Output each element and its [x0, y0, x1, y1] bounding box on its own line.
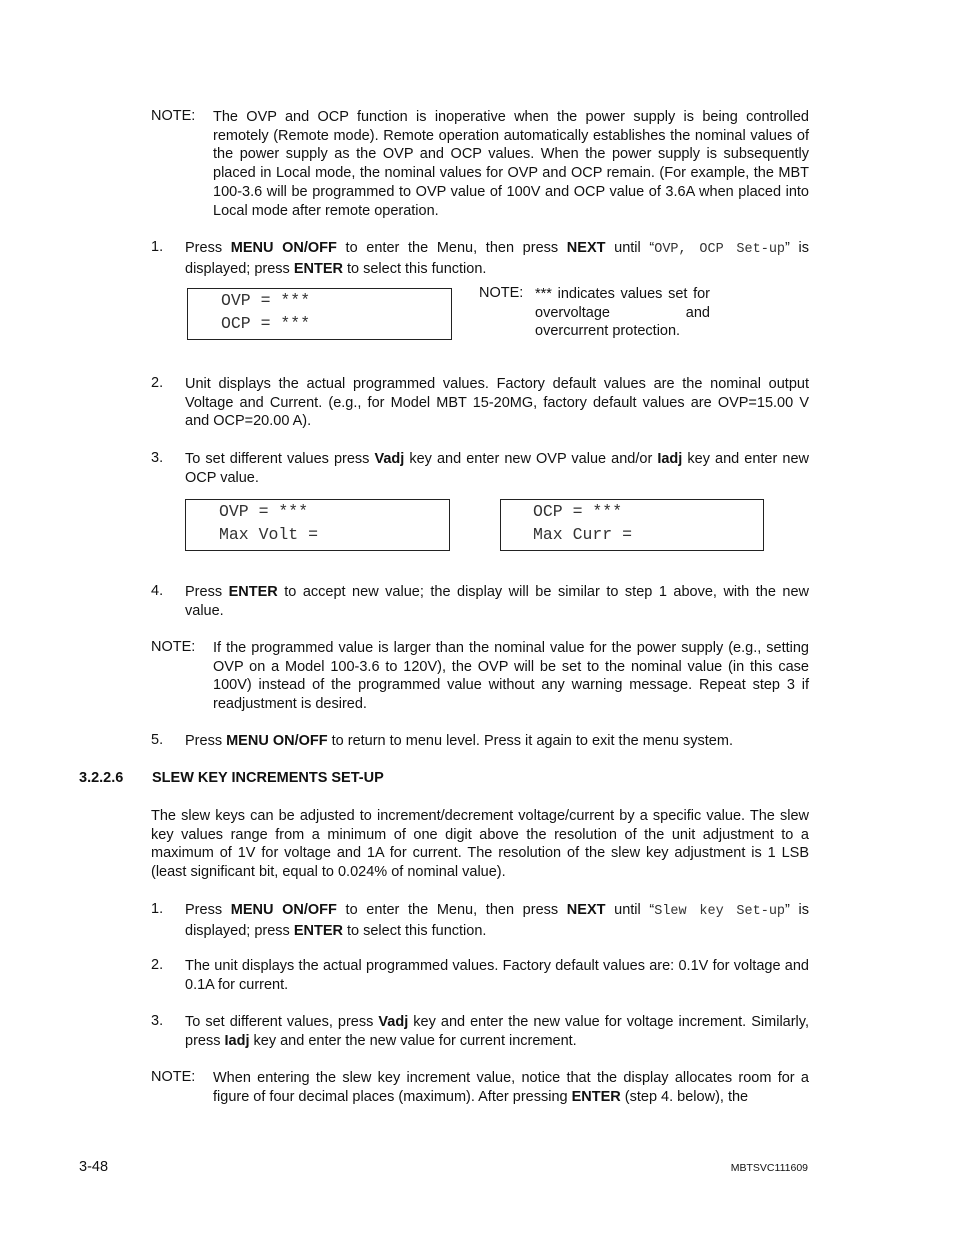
note-text: The OVP and OCP function is inoperative when the power supply is being controlled remotely (Remote mode). Remote operation automatically establishes the nominal values of the power supply as the OVP and OCP values. When the power supply is subsequently placed in Local mode, the nominal values for OVP and OCP remain. (For example, the MBT 100-3.6 will be programmed to OVP value of 100V and OCP value of 3.6A when placed into Local mode after remote operation.	[213, 109, 809, 219]
menu-item-ovp-ocp-setup: OVP, OCP Set-up	[654, 242, 786, 257]
step-number: 3.	[151, 1013, 164, 1029]
slew-step-1	[151, 901, 809, 940]
step-text: The unit displays the actual programmed values. Factory default values are: 0.1V for voltage and 0.1A for current.	[185, 958, 809, 993]
section-intro: The slew keys can be adjusted to increment/decrement voltage/current by a specific value. The slew key values range from a minimum of one digit above the resolution of the unit adjustment to a maximum of 1V for voltage and 1A for current. The resolution of the slew key adjustment is 1 LSB (least significant bit, equal to 0.024% of nominal value).	[151, 808, 809, 881]
page-number: 3-48	[79, 1159, 109, 1175]
note-text: *** indicates values set for overvoltage and overcurrent protection.	[535, 286, 710, 340]
ovp-step-4	[151, 583, 809, 620]
note-text: If the programmed value is larger than the nominal value for the power supply (e.g., setting OVP on a Model 100-3.6 to 120V), the OVP will be set to the nominal value (in this case 100V) instead of the programmed value without any warning message. Repeat step 3 if readjustment is desired.	[213, 640, 809, 713]
document-id: MBTSVC111609	[730, 1162, 808, 1174]
lcd-line-2: Max Volt =	[219, 524, 319, 544]
section-title: SLEW KEY INCREMENTS SET-UP	[152, 770, 384, 786]
side-note	[479, 285, 710, 341]
lcd-line-2: Max Curr =	[533, 524, 633, 544]
step-text: Press ENTER to accept new value; the display will be similar to step 1 above, with the new value.	[185, 584, 809, 619]
step-text: Press MENU ON/OFF to enter the Menu, then press NEXT until “Slew key Set-up” is displayed; press ENTER to select this function.	[185, 902, 809, 939]
step-number: 2.	[151, 375, 164, 391]
lcd-line-1: OVP = ***	[219, 502, 309, 521]
note-block-1	[151, 108, 809, 220]
ovp-step-2	[151, 375, 809, 431]
note-label: NOTE:	[151, 108, 196, 124]
step-text: Unit displays the actual programmed values. Factory default values are the nominal output Voltage and Current. (e.g., for Model MBT 15-20MG, factory default values are OVP=15.00 V and OCP=20.00 A).	[185, 376, 809, 430]
step-number: 1.	[151, 901, 164, 917]
lcd-display-max-curr	[500, 499, 764, 551]
ovp-step-5	[151, 732, 809, 751]
step-number: 1.	[151, 239, 164, 255]
section-heading	[79, 770, 809, 786]
step-text: Press MENU ON/OFF to return to menu level. Press it again to exit the menu system.	[185, 733, 733, 749]
note-block-2	[151, 639, 809, 714]
step-number: 4.	[151, 583, 164, 599]
note-label: NOTE:	[151, 1069, 196, 1085]
step-text: To set different values, press Vadj key and enter the new value for voltage increment. Similarly, press Iadj key and enter the new value for current increment.	[185, 1014, 809, 1049]
lcd-line-1: OVP = ***	[221, 291, 311, 310]
ovp-step-3	[151, 450, 809, 487]
note-block-3	[151, 1069, 809, 1106]
note-label: NOTE:	[151, 639, 196, 655]
note-text: When entering the slew key increment value, notice that the display allocates room for a figure of four decimal places (maximum). After pressing ENTER (step 4. below), the	[213, 1070, 809, 1105]
step-number: 3.	[151, 450, 164, 466]
lcd-line-2: OCP = ***	[221, 313, 311, 333]
note-label: NOTE:	[479, 285, 524, 301]
ovp-step-1	[151, 239, 809, 278]
lcd-display-ovp-ocp	[187, 288, 452, 340]
section-number: 3.2.2.6	[79, 770, 124, 786]
step-number: 2.	[151, 957, 164, 973]
menu-item-slew-key-setup: Slew key Set-up	[654, 904, 786, 919]
step-text: To set different values press Vadj key and enter new OVP value and/or Iadj key and enter new OCP value.	[185, 451, 809, 486]
lcd-line-1: OCP = ***	[533, 502, 623, 521]
step-text: Press MENU ON/OFF to enter the Menu, then press NEXT until “OVP, OCP Set-up” is displayed; press ENTER to select this function.	[185, 240, 809, 277]
slew-step-3	[151, 1013, 809, 1050]
slew-step-2	[151, 957, 809, 994]
lcd-display-max-volt	[185, 499, 450, 551]
step-number: 5.	[151, 732, 164, 748]
